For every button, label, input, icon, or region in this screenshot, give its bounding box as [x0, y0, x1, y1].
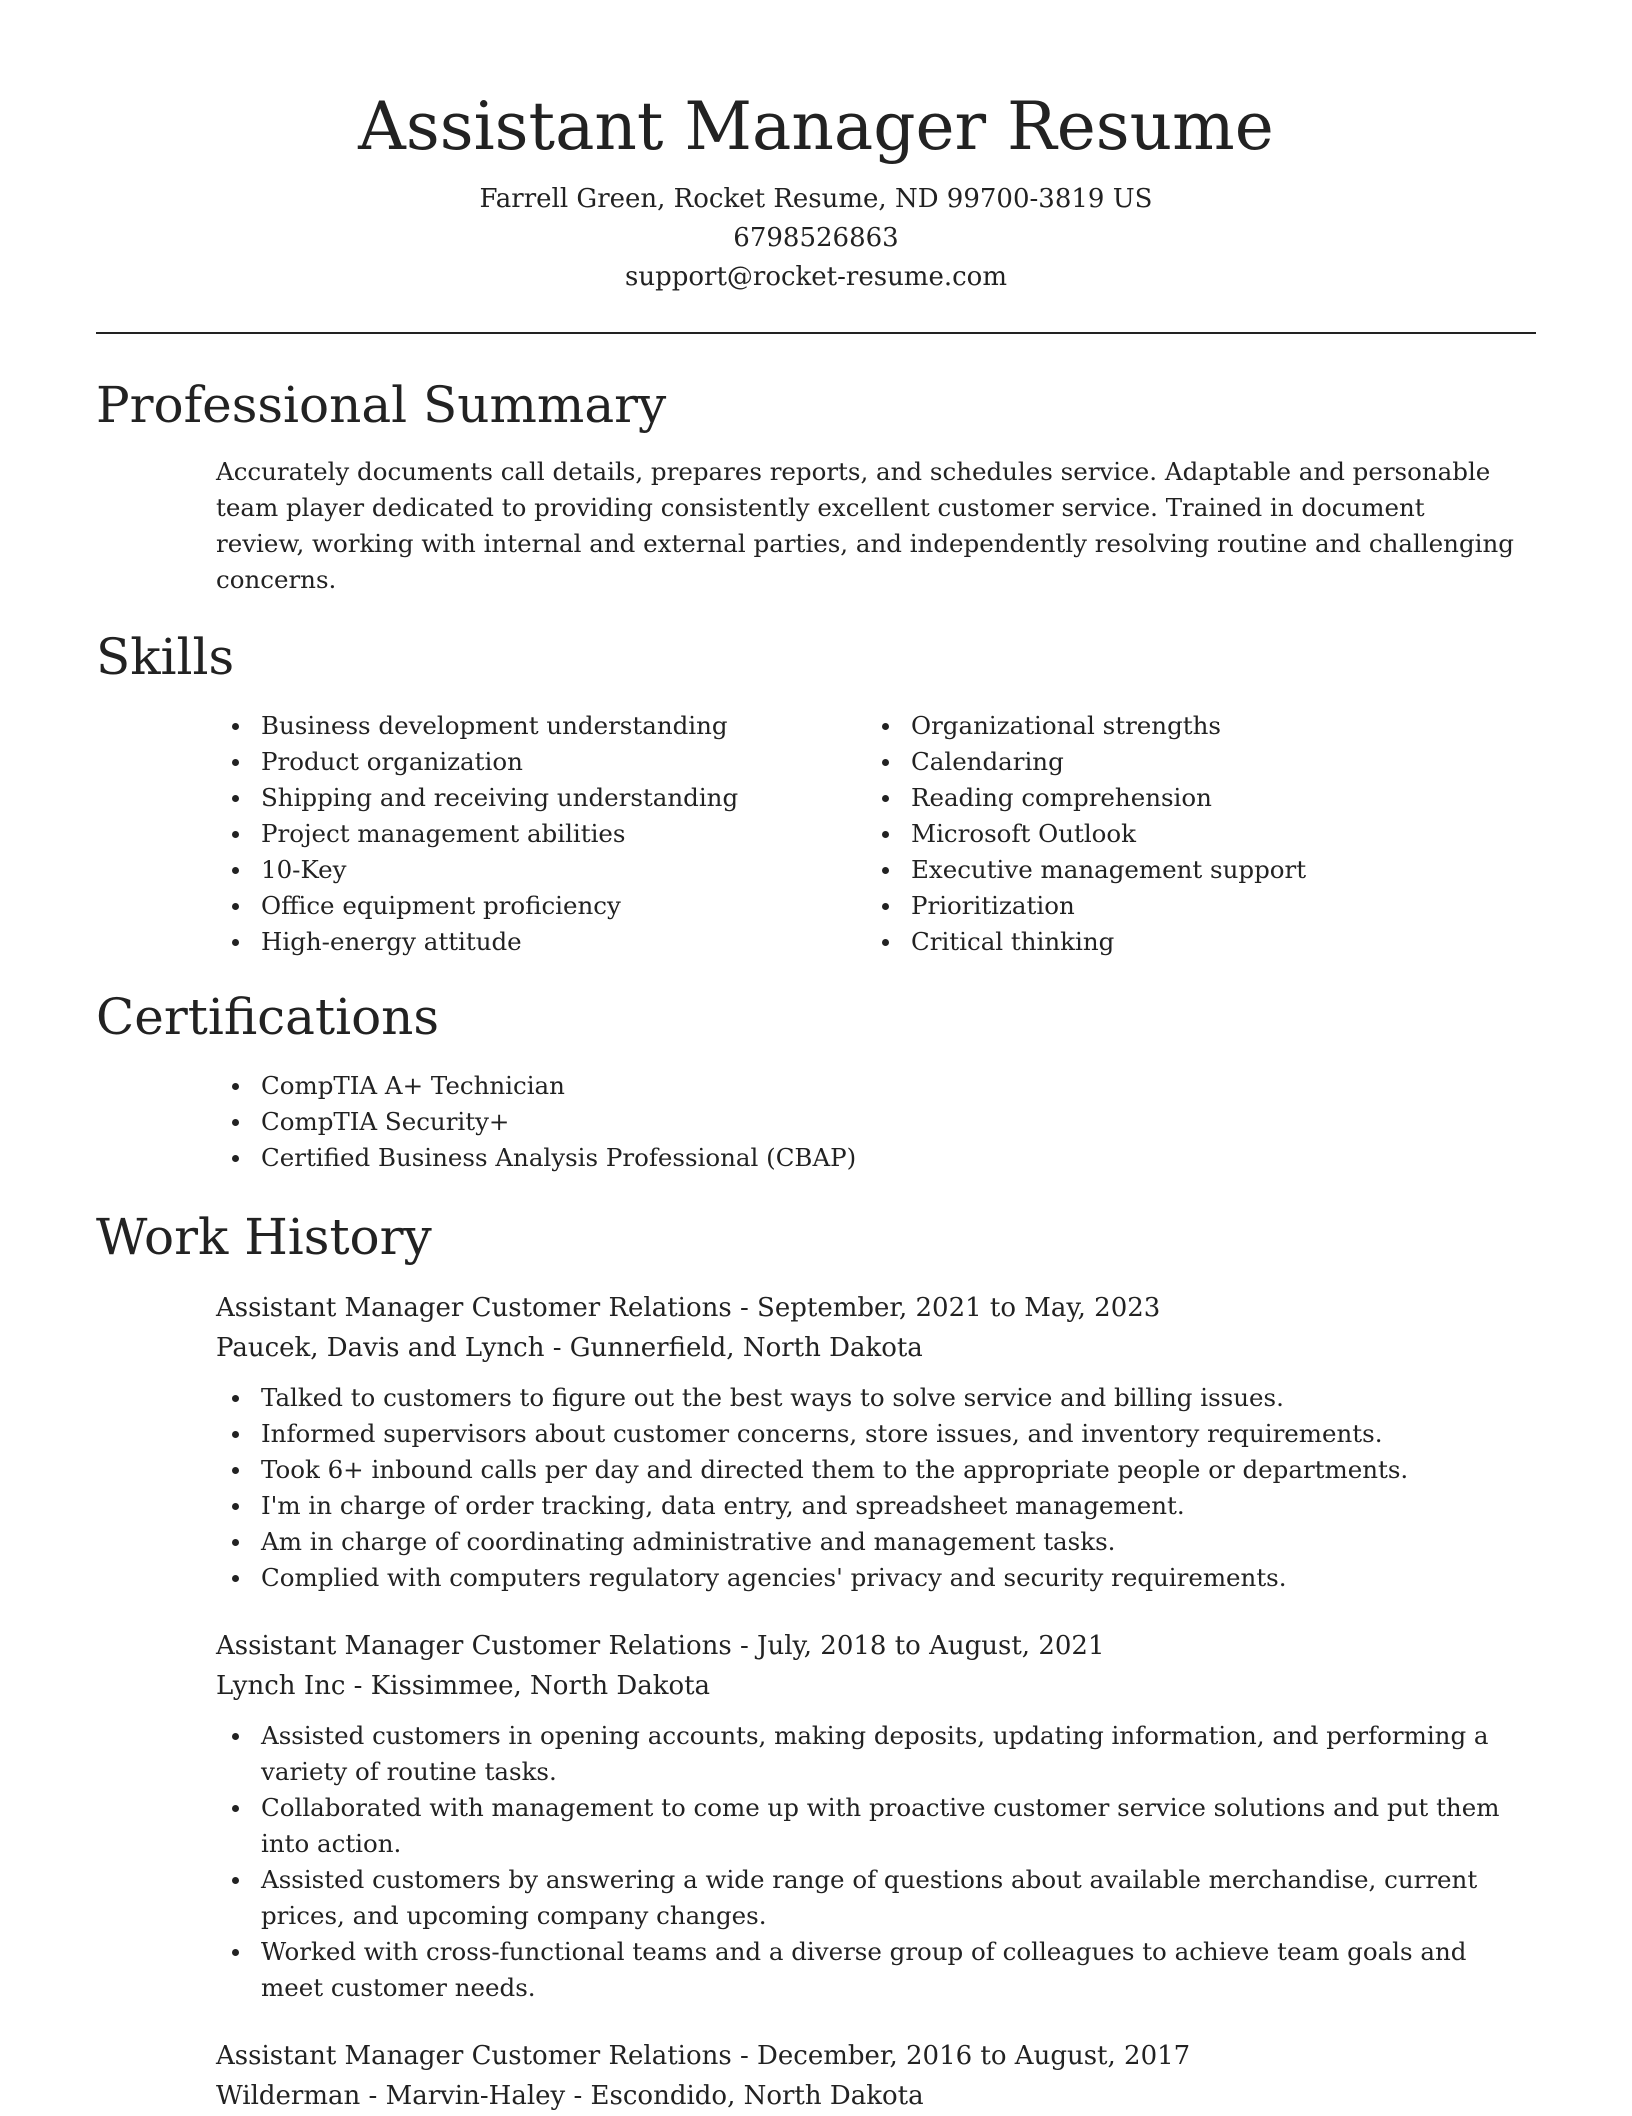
contact-block: [96, 180, 1536, 297]
skill-item: Calendaring: [866, 744, 1516, 780]
skill-item: High-energy attitude: [216, 924, 866, 960]
skills-list: [216, 708, 1536, 960]
skill-item: Microsoft Outlook: [866, 816, 1516, 852]
job-duty: Informed supervisors about customer concerns, store issues, and inventory requirements.: [216, 1416, 1536, 1452]
skill-item: 10-Key: [216, 852, 866, 888]
job-title-line: Assistant Manager Customer Relations - December, 2016 to August, 2017: [216, 2041, 1191, 2071]
skill-item: Prioritization: [866, 888, 1516, 924]
contact-address: Farrell Green, Rocket Resume, ND 99700-3819 US: [479, 184, 1153, 214]
job-title-line: Assistant Manager Customer Relations - September, 2021 to May, 2023: [216, 1293, 1161, 1323]
job-duty: Collaborated with management to come up with proactive customer service solutions and put them into action.: [216, 1790, 1536, 1862]
skill-item: Critical thinking: [866, 924, 1516, 960]
job-duties-list: [216, 1380, 1536, 1596]
skill-item: Project management abilities: [216, 816, 866, 852]
job-duty: Talked to customers to figure out the best ways to solve service and billing issues.: [216, 1380, 1536, 1416]
header-divider: [96, 332, 1536, 334]
job-entry: [216, 2036, 1536, 2116]
job-title-line: Assistant Manager Customer Relations - July, 2018 to August, 2021: [216, 1631, 1105, 1661]
job-duty: Complied with computers regulatory agencies' privacy and security requirements.: [216, 1560, 1536, 1596]
resume-page: [96, 0, 1536, 2116]
job-company-line: Paucek, Davis and Lynch - Gunnerfield, North Dakota: [216, 1333, 923, 1363]
job-duties-list: [216, 1718, 1536, 2006]
skill-item: Office equipment proficiency: [216, 888, 866, 924]
certifications-heading: Certifications: [96, 988, 440, 1046]
job-duty: I'm in charge of order tracking, data entry, and spreadsheet management.: [216, 1488, 1536, 1524]
summary-text: Accurately documents call details, prepares reports, and schedules service. Adaptable and personable team player dedicated to providing consistently excellent customer service. Trained in document review, working with internal and external parties, and independently resolving routine and challenging concerns.: [216, 457, 1514, 594]
certification-item: CompTIA A+ Technician: [216, 1068, 1536, 1104]
contact-phone: 6798526863: [733, 223, 899, 253]
certifications-list: [216, 1068, 1536, 1176]
job-entry: [216, 1288, 1536, 1596]
skill-item: Executive management support: [866, 852, 1516, 888]
skill-item: Shipping and receiving understanding: [216, 780, 866, 816]
job-duty: Took 6+ inbound calls per day and directed them to the appropriate people or departments.: [216, 1452, 1536, 1488]
summary-heading: Professional Summary: [96, 376, 667, 434]
job-entry: [216, 1626, 1536, 2006]
job-company-line: Lynch Inc - Kissimmee, North Dakota: [216, 1671, 711, 1701]
skill-item: Reading comprehension: [866, 780, 1516, 816]
certification-item: Certified Business Analysis Professional (CBAP): [216, 1140, 1536, 1176]
contact-email: support@rocket-resume.com: [624, 262, 1007, 292]
job-company-line: Wilderman - Marvin-Haley - Escondido, North Dakota: [216, 2081, 924, 2111]
skills-heading: Skills: [96, 628, 235, 686]
job-duty: Assisted customers by answering a wide range of questions about available merchandise, current prices, and upcoming company changes.: [216, 1862, 1536, 1934]
resume-title: Assistant Manager Resume: [358, 88, 1274, 165]
skill-item: Business development understanding: [216, 708, 866, 744]
job-duty: Worked with cross-functional teams and a diverse group of colleagues to achieve team goals and meet customer needs.: [216, 1934, 1536, 2006]
skills-column-right: [866, 708, 1516, 960]
work-history-heading: Work History: [96, 1208, 432, 1266]
skills-column-left: [216, 708, 866, 960]
skill-item: Product organization: [216, 744, 866, 780]
certification-item: CompTIA Security+: [216, 1104, 1536, 1140]
job-duty: Assisted customers in opening accounts, making deposits, updating information, and performing a variety of routine tasks.: [216, 1718, 1536, 1790]
skill-item: Organizational strengths: [866, 708, 1516, 744]
job-duty: Am in charge of coordinating administrative and management tasks.: [216, 1524, 1536, 1560]
